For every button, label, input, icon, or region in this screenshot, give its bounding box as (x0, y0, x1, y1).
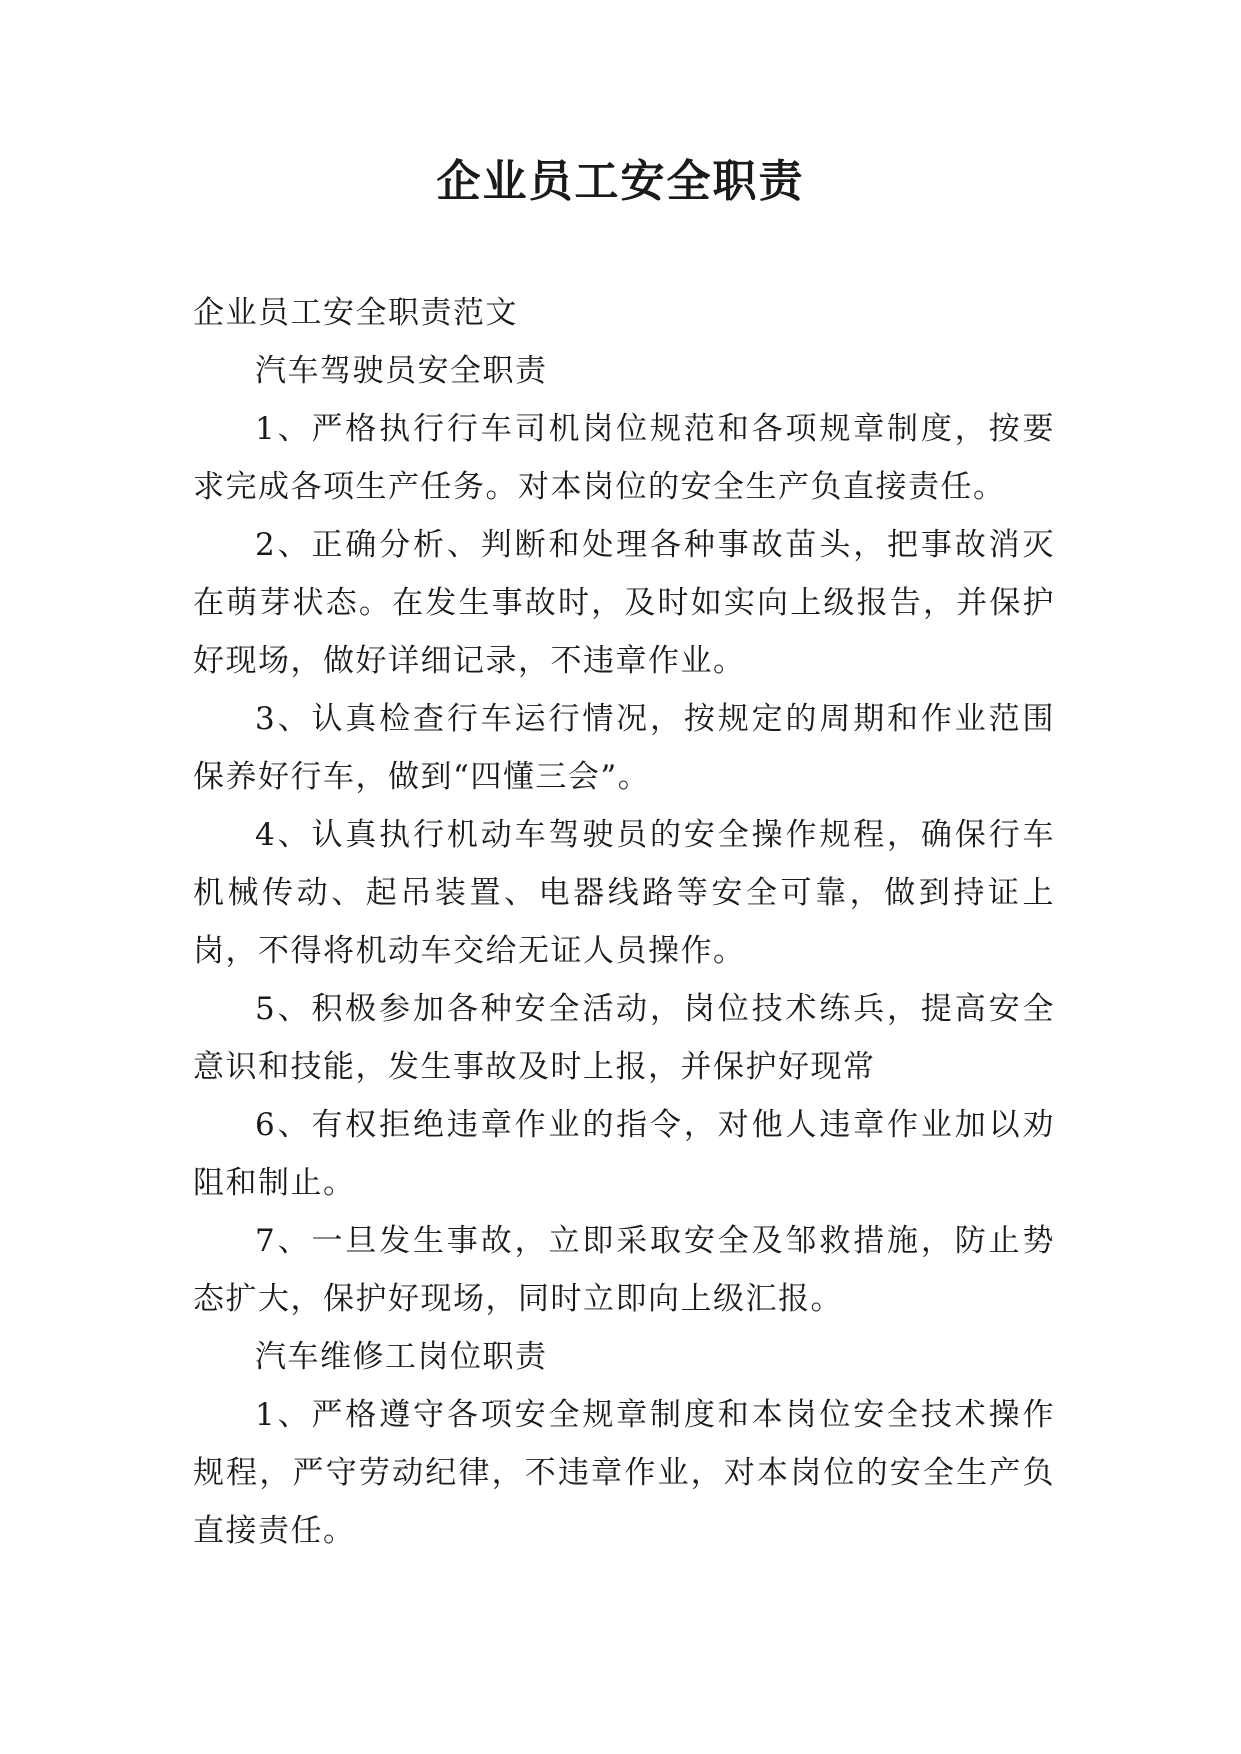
document-title: 企业员工安全职责 (436, 156, 805, 207)
paragraph-heading: 企业员工安全职责范文 (193, 295, 518, 331)
paragraph: 4、认真执行机动车驾驶员的安全操作规程，确保行车机械传动、起吊装置、电器线路等安全可靠，做到持证上岗，不得将机动车交给无证人员操作。 (193, 817, 1055, 969)
paragraph: 1、严格执行行车司机岗位规范和各项规章制度，按要求完成各项生产任务。对本岗位的安全生产负直接责任。 (193, 411, 1055, 505)
document-body (193, 284, 1055, 1560)
paragraph: 1、严格遵守各项安全规章制度和本岗位安全技术操作规程，严守劳动纪律，不违章作业，对本岗位的安全生产负直接责任。 (193, 1397, 1055, 1549)
paragraph: 2、正确分析、判断和处理各种事故苗头，把事故消灭在萌芽状态。在发生事故时，及时如实向上级报告，并保护好现场，做好详细记录，不违章作业。 (193, 527, 1055, 679)
paragraph: 7、一旦发生事故，立即采取安全及邹救措施，防止势态扩大，保护好现场，同时立即向上级汇报。 (193, 1223, 1055, 1317)
section-heading-mechanic: 汽车维修工岗位职责 (255, 1339, 548, 1375)
paragraph: 6、有权拒绝违章作业的指令，对他人违章作业加以劝阻和制止。 (193, 1107, 1055, 1201)
paragraph: 3、认真检查行车运行情况，按规定的周期和作业范围保养好行车，做到“四懂三会”。 (193, 701, 1055, 795)
section-heading-driver: 汽车驾驶员安全职责 (255, 353, 548, 389)
paragraph: 5、积极参加各种安全活动，岗位技术练兵，提高安全意识和技能，发生事故及时上报，并保护好现常 (193, 991, 1055, 1085)
